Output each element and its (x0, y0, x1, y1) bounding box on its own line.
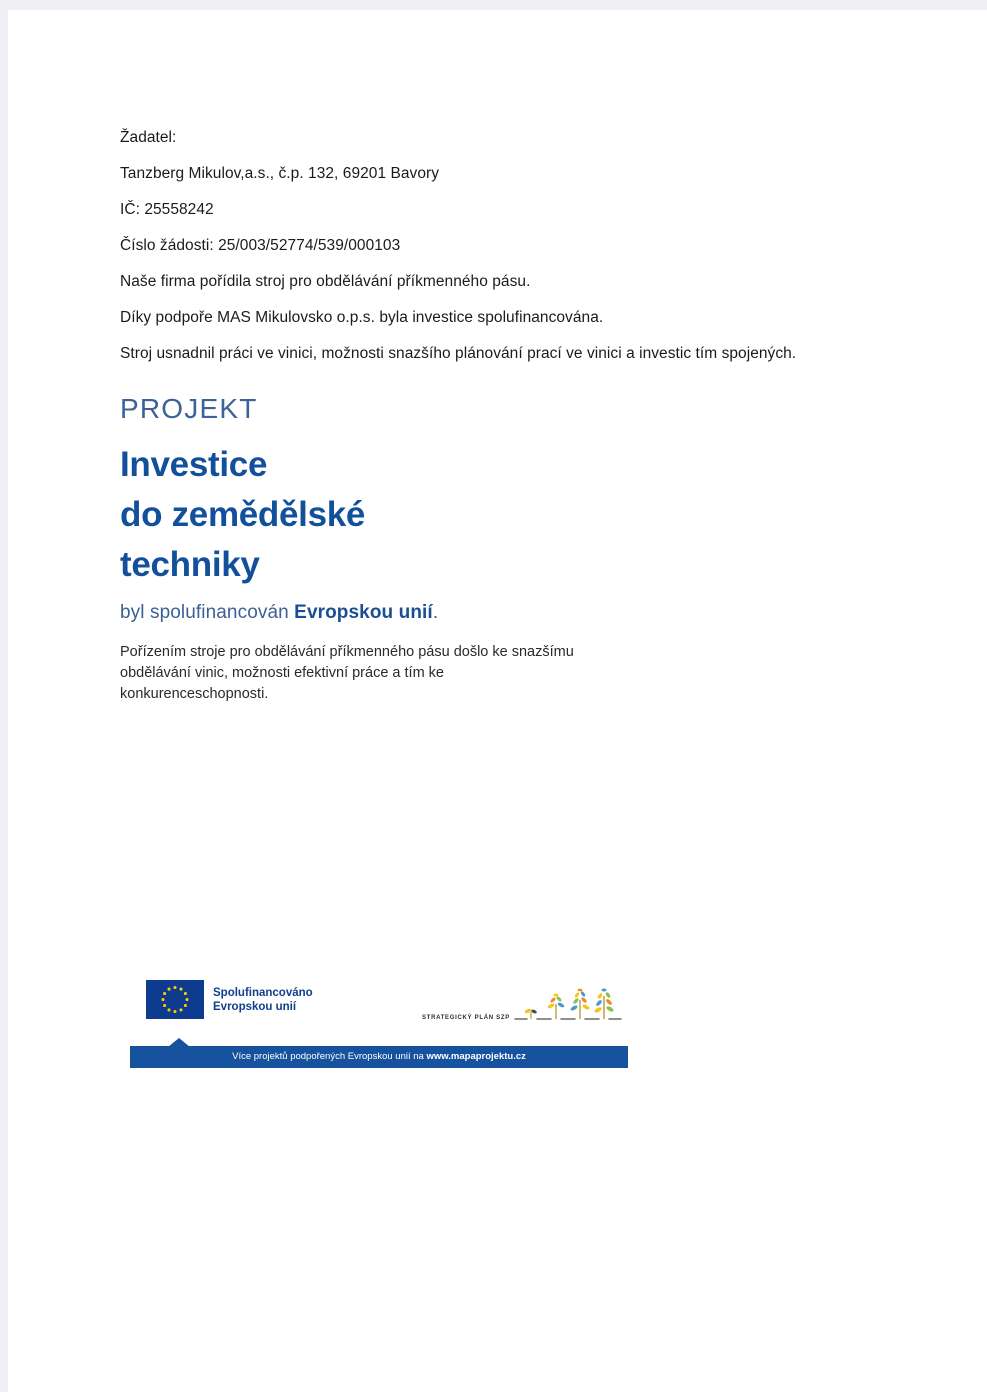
szp-sprout-icon (513, 986, 623, 1024)
banner-text (130, 1046, 628, 1068)
letter-text-block (120, 120, 880, 372)
szp-strategic-plan-logo (422, 986, 623, 1024)
eu-flag-icon (146, 980, 204, 1019)
banner-text-prefix: Více projektů podpořených Evropskou unií na (232, 1051, 427, 1062)
letter-line-applicant-label: Žadatel: (120, 129, 177, 146)
mapaprojektu-banner[interactable] (130, 1038, 628, 1070)
project-poster (120, 392, 640, 705)
letter-line-cofinancing: Díky podpoře MAS Mikulovsko o.p.s. byla investice spolufinancována. (120, 309, 604, 326)
eu-emblem-caption-line-2: Evropskou unií (213, 1000, 297, 1013)
poster-heading-line-3: techniky (120, 545, 260, 584)
footer-logo-strip (130, 972, 630, 1022)
eu-emblem-caption (213, 986, 313, 1014)
poster-description: Pořízením stroje pro obdělávání příkmenného pásu došlo ke snazšímu obdělávání vinic, možnosti efektivní práce a tím ke konkurenceschopnosti. (120, 644, 574, 702)
eu-cofinancing-emblem (146, 980, 313, 1019)
poster-subtitle (120, 602, 640, 624)
poster-kicker: PROJEKT (120, 393, 258, 424)
banner-url-link[interactable]: www.mapaprojektu.cz (426, 1051, 526, 1062)
letter-line-company: Tanzberg Mikulov,a.s., č.p. 132, 69201 Bavory (120, 165, 440, 182)
letter-line-application-number: Číslo žádosti: 25/003/52774/539/000103 (120, 237, 401, 254)
document-page (8, 10, 987, 1392)
letter-line-benefit: Stroj usnadnil práci ve vinici, možnosti snazšího plánování prací ve vinici a investic tím spojených. (120, 345, 797, 362)
poster-subtitle-prefix: byl spolufinancován (120, 602, 295, 623)
letter-line-ico: IČ: 25558242 (120, 201, 214, 218)
letter-line-purchase: Naše firma pořídila stroj pro obdělávání příkmenného pásu. (120, 273, 531, 290)
poster-subtitle-suffix: . (432, 602, 439, 623)
poster-subtitle-bold: Evropskou unií (294, 602, 433, 623)
eu-emblem-caption-line-1: Spolufinancováno (213, 986, 313, 999)
poster-heading-line-2: do zemědělské (120, 495, 366, 534)
poster-heading (120, 440, 640, 590)
szp-logo-text: STRATEGICKÝ PLÁN SZP (422, 1015, 510, 1021)
poster-heading-line-1: Investice (120, 445, 268, 484)
